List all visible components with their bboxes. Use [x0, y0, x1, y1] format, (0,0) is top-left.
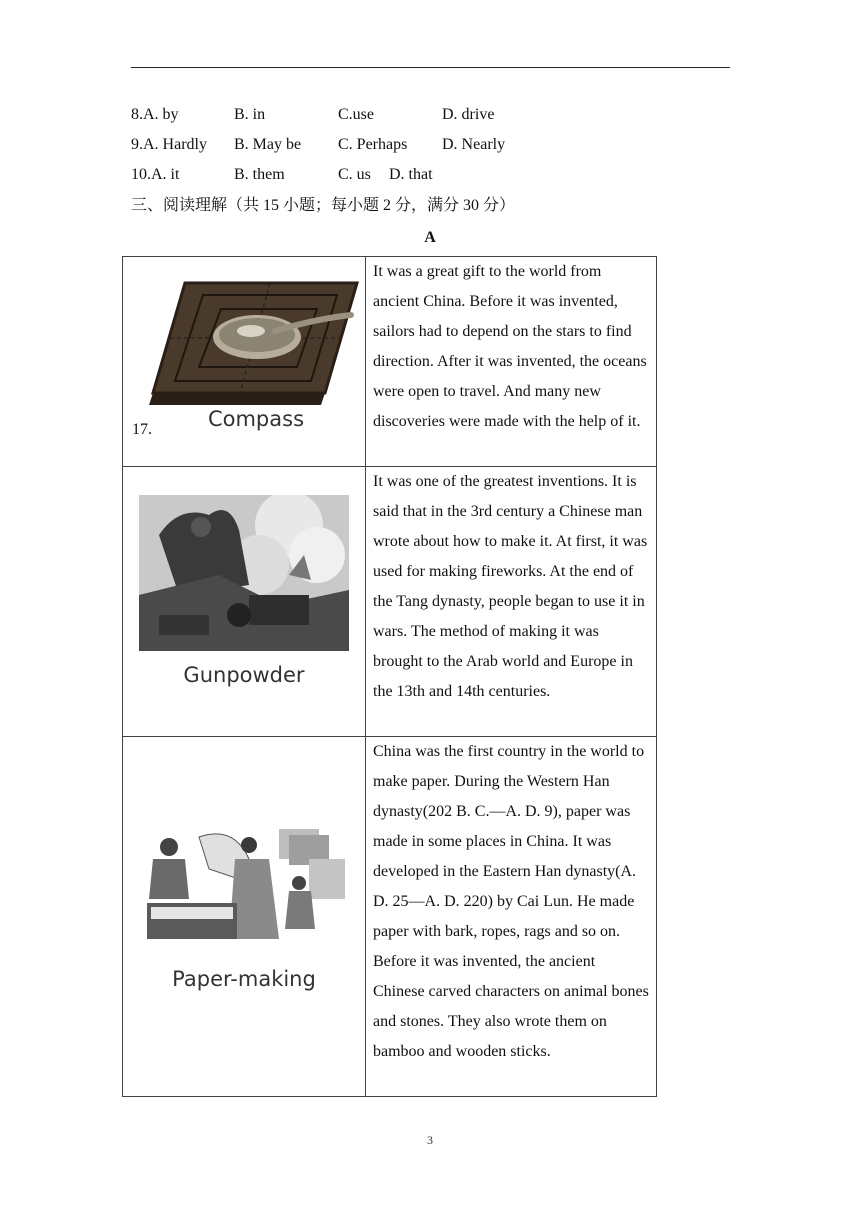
paper-making-illustration-icon [139, 819, 349, 947]
image-cell [123, 257, 366, 467]
option-d: D. drive [442, 106, 495, 123]
option-d: D. Nearly [442, 136, 506, 153]
option-c: C. Perhaps [338, 136, 408, 153]
table-row [123, 257, 657, 467]
text-cell [366, 257, 657, 467]
paper-making-text: China was the first country in the world to make paper. During the Western Han dynasty(202 B. C.—A. D. 9), paper was made in some places in China. It was developed in the Eastern Han dynasty(A. D. 25—A. D. 220) by Cai Lun. He made paper with bark, ropes, rags and so on. Before it was invented, the ancient Chinese carved characters on animal bones and stones. They also wrote them on bamboo and wooden sticks. [373, 743, 649, 1060]
section-title: 三、阅读理解（共 15 小题；每小题 2 分，满分 30 分） [131, 197, 516, 214]
table-row [123, 467, 657, 737]
question-number: 17. [132, 421, 152, 438]
compass-text: It was a great gift to the world from ancient China. Before it was invented, sailors had to depend on the stars to find direction. After it was invented, the oceans were open to travel. And many new discoveries were made with the help of it. [373, 263, 647, 430]
table-row [123, 737, 657, 1097]
caption-compass: Compass [207, 407, 305, 431]
image-cell [123, 737, 366, 1097]
compass-spoon-icon [145, 275, 360, 415]
option-b: B. them [234, 166, 285, 183]
image-cell [123, 467, 366, 737]
page-number: 3 [427, 1133, 433, 1147]
gunpowder-illustration-icon [139, 495, 349, 651]
option-c: C. us [338, 166, 371, 183]
option-a: 9.A. Hardly [131, 136, 207, 153]
caption-gunpowder: Gunpowder [183, 663, 305, 687]
passage-title: A [424, 229, 436, 246]
option-c: C.use [338, 106, 374, 123]
option-d: D. that [389, 166, 433, 183]
caption-paper-making: Paper-making [172, 967, 316, 991]
option-a: 10.A. it [131, 166, 180, 183]
option-a: 8.A. by [131, 106, 179, 123]
header-rule [131, 67, 730, 68]
option-b: B. in [234, 106, 266, 123]
inventions-table [122, 256, 657, 1097]
text-cell [366, 737, 657, 1097]
gunpowder-text: It was one of the greatest inventions. It is said that in the 3rd century a Chinese man wrote about how to make it. At first, it was used for making fireworks. At the end of the Tang dynasty, people began to use it in wars. The method of making it was brought to the Arab world and Europe in the 13th and 14th centuries. [373, 473, 648, 700]
option-b: B. May be [234, 136, 302, 153]
text-cell [366, 467, 657, 737]
